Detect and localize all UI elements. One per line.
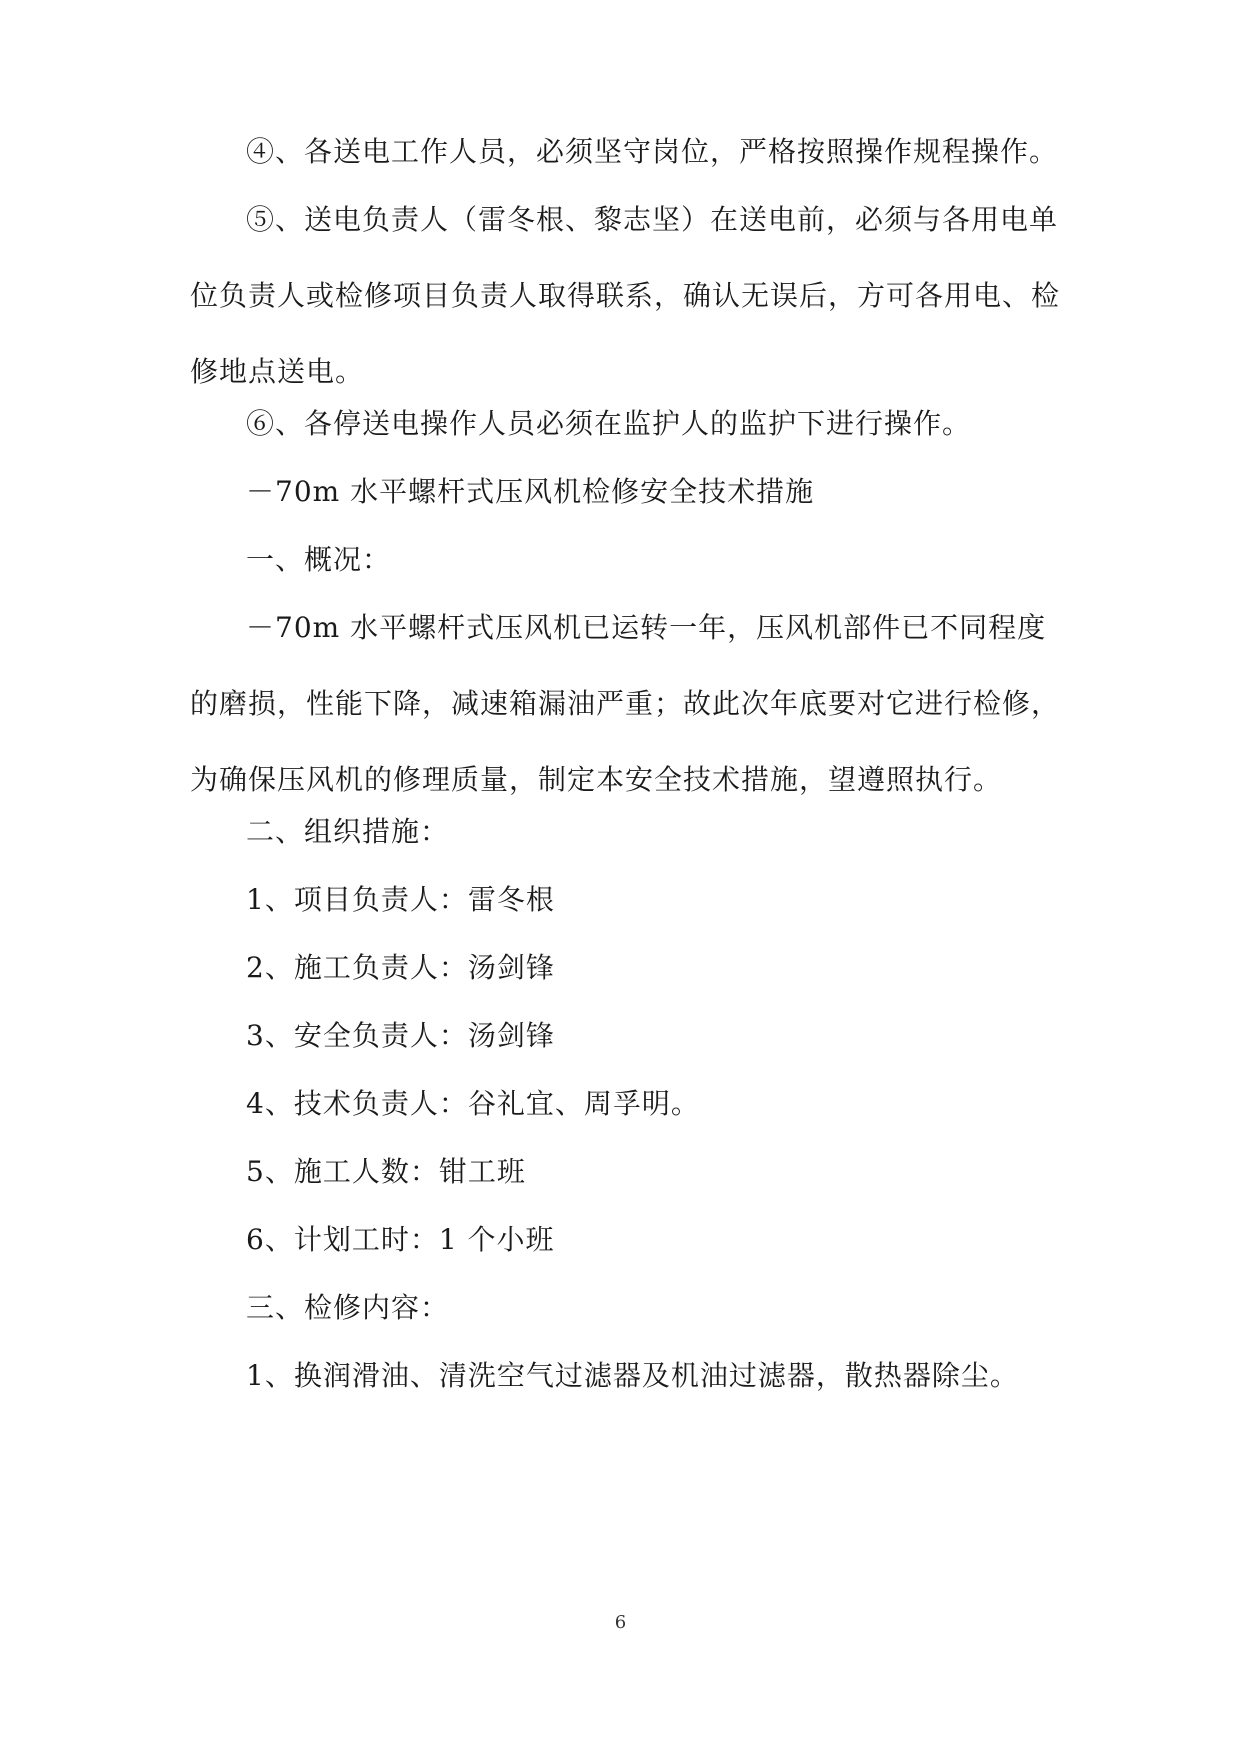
page-number: 6 bbox=[614, 1612, 627, 1633]
list-item-maintenance-1: 1、换润滑油、清洗空气过滤器及机油过滤器，散热器除尘。 bbox=[246, 1359, 1019, 1392]
list-item-project-lead: 1、项目负责人：雷冬根 bbox=[246, 883, 555, 916]
list-item-safety-lead: 3、安全负责人：汤剑锋 bbox=[246, 1019, 555, 1052]
paragraph-step-4: ④、各送电工作人员，必须坚守岗位，严格按照操作规程操作。 bbox=[246, 135, 1059, 168]
list-item-planned-hours: 6、计划工时：1 个小班 bbox=[246, 1223, 555, 1256]
list-item-technical-lead: 4、技术负责人：谷礼宜、周孚明。 bbox=[246, 1087, 700, 1120]
list-item-construction-lead: 2、施工负责人：汤剑锋 bbox=[246, 951, 555, 984]
list-item-workers: 5、施工人数：钳工班 bbox=[246, 1155, 526, 1188]
section-title: －70m 水平螺杆式压风机检修安全技术措施 bbox=[246, 475, 815, 508]
heading-overview: 一、概况： bbox=[246, 543, 392, 576]
paragraph-step-6: ⑥、各停送电操作人员必须在监护人的监护下进行操作。 bbox=[246, 407, 972, 440]
heading-organization: 二、组织措施： bbox=[246, 815, 450, 848]
heading-maintenance-content: 三、检修内容： bbox=[246, 1291, 450, 1324]
paragraph-overview: －70m 水平螺杆式压风机已运转一年，压风机部件已不同程度的磨损，性能下降，减速箱漏油严重；故此次年底要对它进行检修，为确保压风机的修理质量，制定本安全技术措施，望遵照执行。 bbox=[190, 611, 1061, 796]
paragraph-step-5: ⑤、送电负责人（雷冬根、黎志坚）在送电前，必须与各用电单位负责人或检修项目负责人取得联系，确认无误后，方可各用电、检修地点送电。 bbox=[190, 203, 1061, 388]
